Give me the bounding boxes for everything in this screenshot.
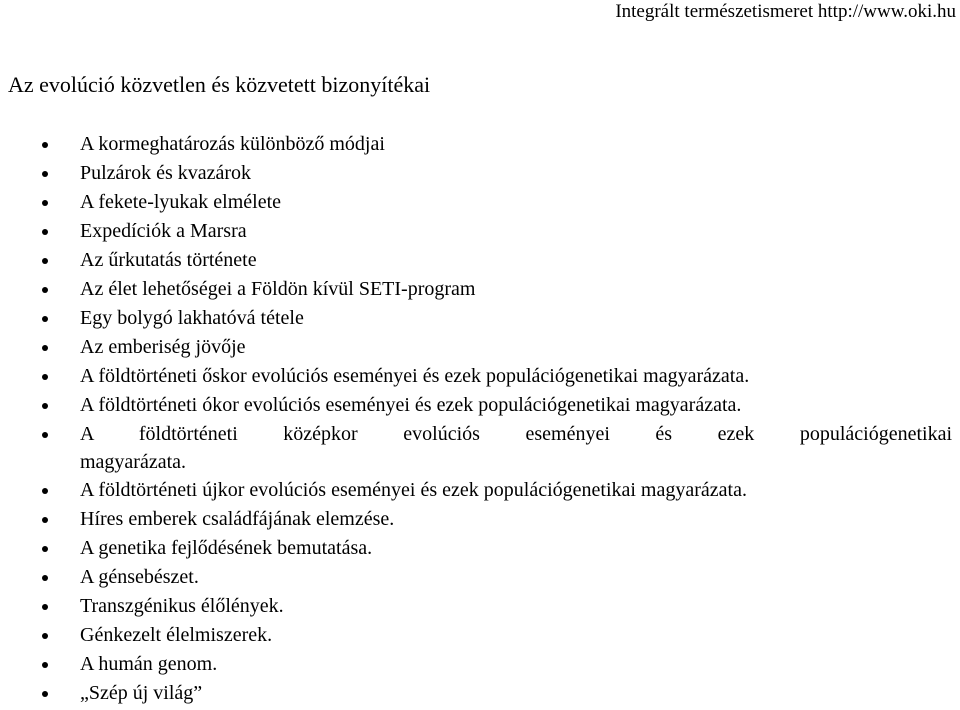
bullet-icon (42, 287, 48, 293)
bullet-icon (42, 374, 48, 380)
bullet-icon (42, 432, 48, 438)
bullet-icon (42, 142, 48, 148)
list-item-continuation: magyarázata. (80, 451, 187, 473)
bullet-icon (42, 691, 48, 697)
list-item (0, 333, 952, 362)
list-item-text: Az emberiség jövője (80, 336, 246, 358)
list-item (0, 505, 952, 534)
bullet-icon (42, 662, 48, 668)
list-item (0, 391, 952, 420)
list-item (0, 275, 952, 304)
bullet-icon (42, 604, 48, 610)
list-item-text: Az űrkutatás története (80, 249, 257, 271)
bullet-icon (42, 316, 48, 322)
list-item-text: Az élet lehetőségei a Földön kívül SETI-program (80, 278, 476, 300)
bullet-icon (42, 403, 48, 409)
bullet-icon (42, 171, 48, 177)
bullet-icon (42, 517, 48, 523)
bullet-icon (42, 200, 48, 206)
bullet-icon (42, 258, 48, 264)
list-item-text: Transzgénikus élőlények. (80, 595, 284, 617)
list-item (0, 159, 952, 188)
running-header: Integrált természetismeret http://www.oki.hu (615, 1, 956, 22)
list-item-text: A humán genom. (80, 653, 218, 675)
list-item-text: „Szép új világ” (80, 682, 203, 704)
list-item (0, 362, 952, 391)
bullet-icon (42, 546, 48, 552)
list-item (0, 679, 952, 708)
bullet-icon (42, 633, 48, 639)
list-item-text: A genetika fejlődésének bemutatása. (80, 537, 373, 559)
list-item-text: A földtörténeti ókor evolúciós eseményei és ezek populációgenetikai magyarázata. (80, 394, 742, 416)
list-item (0, 246, 952, 275)
bullet-icon (42, 488, 48, 494)
bullet-icon (42, 229, 48, 235)
bullet-icon (42, 345, 48, 351)
list-item (0, 621, 952, 650)
list-item-text: A földtörténeti újkor evolúciós eseményei és ezek populációgenetikai magyarázata. (80, 479, 747, 501)
list-item-text: Egy bolygó lakhatóvá tétele (80, 307, 304, 329)
list-item (0, 188, 952, 217)
list-item (0, 217, 952, 246)
topic-list (0, 130, 952, 708)
list-item-text: A kormeghatározás különböző módjai (80, 133, 385, 155)
list-item (0, 130, 952, 159)
list-item (0, 420, 952, 476)
list-item (0, 563, 952, 592)
document-title: Az evolúció közvetlen és közvetett bizonyítékai (8, 72, 431, 97)
list-item (0, 650, 952, 679)
list-item (0, 592, 952, 621)
list-item-text: A földtörténeti őskor evolúciós eseményei és ezek populációgenetikai magyarázata. (80, 365, 750, 387)
list-item (0, 534, 952, 563)
bullet-icon (42, 575, 48, 581)
list-item-text: A génsebészet. (80, 566, 199, 588)
list-item-text: Génkezelt élelmiszerek. (80, 624, 273, 646)
list-item-text: A fekete-lyukak elmélete (80, 191, 282, 213)
list-item (0, 476, 952, 505)
list-item-text: Pulzárok és kvazárok (80, 162, 252, 184)
list-item (0, 304, 952, 333)
list-item-text: Híres emberek családfájának elemzése. (80, 508, 395, 530)
list-item-text: A földtörténeti középkor evolúciós eseményei és ezek populációgenetikai (80, 423, 952, 445)
list-item-text: Expedíciók a Marsra (80, 220, 247, 242)
